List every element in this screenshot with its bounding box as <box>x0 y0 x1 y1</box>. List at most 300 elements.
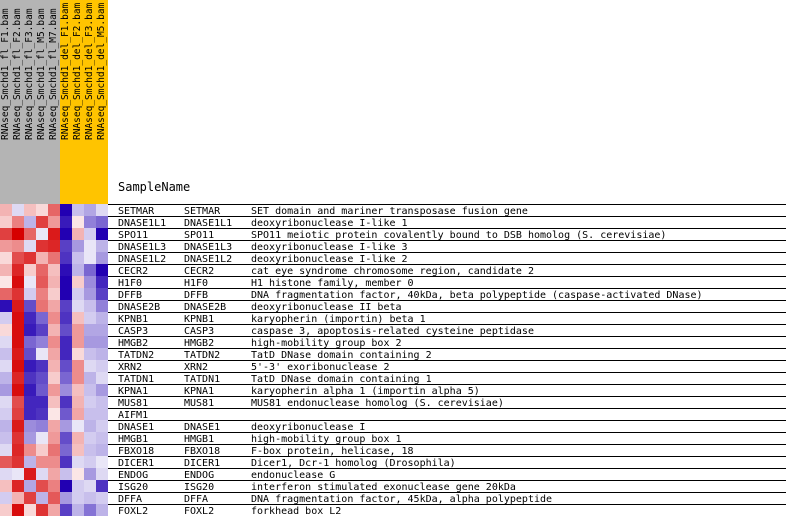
row-symbol-label: CECR2 <box>184 266 215 277</box>
heatmap-cell <box>84 360 96 372</box>
heatmap-cell <box>12 432 24 444</box>
heatmap-cell <box>60 408 72 420</box>
heatmap-cell <box>12 372 24 384</box>
row-probe-label: HMGB1 <box>118 434 149 445</box>
row-symbol-label: SETMAR <box>184 206 221 217</box>
heatmap-cell <box>84 324 96 336</box>
heatmap-cell <box>24 408 36 420</box>
row-description-label: high-mobility group box 1 <box>251 434 402 445</box>
row-symbol-label: TATDN2 <box>184 350 221 361</box>
sample-column-header <box>72 0 84 204</box>
heatmap-cell <box>12 228 24 240</box>
heatmap-cell <box>24 384 36 396</box>
heatmap-cell <box>48 300 60 312</box>
heatmap-cell <box>12 456 24 468</box>
row-probe-label: FOXL2 <box>118 506 149 517</box>
heatmap-cell <box>48 360 60 372</box>
row-probe-label: DNASE1 <box>118 422 155 433</box>
row-description-label: deoxyribonuclease I <box>251 422 366 433</box>
heatmap-cell <box>24 312 36 324</box>
heatmap-cell <box>48 408 60 420</box>
heatmap-cell <box>48 204 60 216</box>
heatmap-cell <box>36 504 48 516</box>
heatmap-cell <box>60 216 72 228</box>
heatmap-cell <box>24 492 36 504</box>
heatmap-cell <box>36 240 48 252</box>
row-probe-label: KPNB1 <box>118 314 149 325</box>
heatmap-cell <box>12 492 24 504</box>
sample-column-header <box>36 0 48 204</box>
heatmap-cell <box>72 264 84 276</box>
heatmap-cell <box>36 264 48 276</box>
row-symbol-label: DNASE1L1 <box>184 218 233 229</box>
heatmap-cell <box>60 348 72 360</box>
row-symbol-label: H1F0 <box>184 278 209 289</box>
heatmap-cell <box>48 504 60 516</box>
row-symbol-label: ISG20 <box>184 482 215 493</box>
heatmap-cell <box>96 252 108 264</box>
row-description-label: deoxyribonuclease I-like 1 <box>251 218 408 229</box>
row-probe-label: TATDN1 <box>118 374 155 385</box>
heatmap-cell <box>36 444 48 456</box>
heatmap-cell <box>84 444 96 456</box>
sample-column-name: RNAseq_Smchd1_fl_F1.bam <box>0 8 11 140</box>
samplename-label: SampleName <box>118 180 191 194</box>
heatmap-cell <box>72 372 84 384</box>
row-symbol-label: FOXL2 <box>184 506 215 517</box>
heatmap-cell <box>84 468 96 480</box>
sample-column-header <box>84 0 96 204</box>
heatmap-cell <box>84 504 96 516</box>
heatmap-cell <box>84 264 96 276</box>
row-description-label: deoxyribonuclease I-like 2 <box>251 254 408 265</box>
row-probe-label: DFFA <box>118 494 143 505</box>
heatmap-cell <box>84 396 96 408</box>
heatmap-cell <box>36 348 48 360</box>
heatmap-cell <box>12 360 24 372</box>
heatmap-cell <box>36 300 48 312</box>
heatmap-cell <box>48 276 60 288</box>
heatmap-cell <box>84 312 96 324</box>
heatmap-cell <box>0 492 12 504</box>
heatmap-cell <box>48 384 60 396</box>
heatmap-cell <box>72 408 84 420</box>
heatmap-cell <box>36 276 48 288</box>
heatmap-cell <box>24 432 36 444</box>
row-probe-label: DNASE1L1 <box>118 218 167 229</box>
heatmap-cell <box>72 480 84 492</box>
heatmap-cell <box>84 204 96 216</box>
row-probe-label: DNASE1L2 <box>118 254 167 265</box>
heatmap-cell <box>0 240 12 252</box>
row-symbol-label: KPNB1 <box>184 314 215 325</box>
sample-column-name: RNAseq_Smchd1_fl_F3.bam <box>24 8 35 140</box>
sample-column-header <box>48 0 60 204</box>
row-symbol-label: DICER1 <box>184 458 221 469</box>
heatmap-cell <box>12 276 24 288</box>
heatmap-cell <box>0 384 12 396</box>
heatmap-cell <box>48 228 60 240</box>
heatmap-cell <box>48 456 60 468</box>
heatmap-cell <box>48 372 60 384</box>
heatmap-cell <box>84 252 96 264</box>
row-symbol-label: DNASE1L3 <box>184 242 233 253</box>
row-symbol-label: DFFB <box>184 290 209 301</box>
heatmap-cell <box>60 468 72 480</box>
heatmap-cell <box>36 216 48 228</box>
heatmap-cell <box>72 504 84 516</box>
heatmap-cell <box>12 312 24 324</box>
row-probe-label: SPO11 <box>118 230 149 241</box>
heatmap-cell <box>96 480 108 492</box>
heatmap-cell <box>48 288 60 300</box>
heatmap-cell <box>36 372 48 384</box>
heatmap-cell <box>24 444 36 456</box>
heatmap-cell <box>24 216 36 228</box>
heatmap-cell <box>84 300 96 312</box>
heatmap-cell <box>36 384 48 396</box>
heatmap-cell <box>48 324 60 336</box>
sample-column-name: RNAseq_Smchd1_del_F2.bam <box>72 2 83 140</box>
heatmap-cell <box>96 204 108 216</box>
heatmap-cell <box>12 288 24 300</box>
heatmap-cell <box>0 216 12 228</box>
row-probe-label: ISG20 <box>118 482 149 493</box>
sample-column-name: RNAseq_Smchd1_del_M5.bam <box>96 2 107 140</box>
heatmap-cell <box>72 300 84 312</box>
heatmap-cell <box>24 276 36 288</box>
heatmap-cell <box>0 468 12 480</box>
heatmap-cell <box>60 288 72 300</box>
heatmap-cell <box>24 228 36 240</box>
heatmap-cell <box>12 336 24 348</box>
heatmap-cell <box>0 348 12 360</box>
heatmap-cell <box>96 240 108 252</box>
heatmap-cell <box>96 312 108 324</box>
row-description-label: TatD DNase domain containing 2 <box>251 350 432 361</box>
row-symbol-label: SPO11 <box>184 230 215 241</box>
heatmap-cell <box>60 240 72 252</box>
heatmap-cell <box>84 288 96 300</box>
heatmap-cell <box>72 252 84 264</box>
heatmap-cell <box>60 420 72 432</box>
heatmap-cell <box>12 480 24 492</box>
heatmap-cell <box>36 468 48 480</box>
row-description-label: interferon stimulated exonuclease gene 20kDa <box>251 482 516 493</box>
heatmap-cell <box>96 468 108 480</box>
heatmap-cell <box>0 276 12 288</box>
heatmap-cell <box>96 288 108 300</box>
heatmap-cell <box>36 456 48 468</box>
heatmap-cell <box>60 336 72 348</box>
heatmap-cell <box>96 456 108 468</box>
heatmap-cell <box>72 360 84 372</box>
heatmap-cell <box>0 504 12 516</box>
row-description-label: DNA fragmentation factor, 45kDa, alpha polypeptide <box>251 494 553 505</box>
heatmap-cell <box>48 468 60 480</box>
heatmap-cell <box>48 252 60 264</box>
heatmap-cell <box>60 312 72 324</box>
heatmap-cell <box>24 240 36 252</box>
row-symbol-label: XRN2 <box>184 362 209 373</box>
heatmap-cell <box>84 216 96 228</box>
heatmap-cell <box>84 348 96 360</box>
heatmap-cell <box>12 204 24 216</box>
heatmap-cell <box>72 456 84 468</box>
heatmap-cell <box>36 204 48 216</box>
row-description-label: MUS81 endonuclease homolog (S. cerevisiae) <box>251 398 504 409</box>
heatmap-cell <box>48 264 60 276</box>
heatmap-cell <box>36 396 48 408</box>
heatmap-cell <box>36 420 48 432</box>
heatmap-cell <box>72 204 84 216</box>
heatmap-cell <box>84 384 96 396</box>
heatmap-cell <box>84 492 96 504</box>
sample-column-name: RNAseq_Smchd1_fl_M7.bam <box>48 8 59 140</box>
row-probe-label: H1F0 <box>118 278 143 289</box>
heatmap-cell <box>72 324 84 336</box>
heatmap-cell <box>96 276 108 288</box>
sample-column-header <box>60 0 72 204</box>
heatmap-cell <box>12 264 24 276</box>
heatmap-cell <box>48 432 60 444</box>
heatmap-cell <box>0 432 12 444</box>
heatmap-cell <box>0 312 12 324</box>
heatmap-cell <box>96 372 108 384</box>
row-probe-label: ENDOG <box>118 470 149 481</box>
heatmap-cell <box>12 252 24 264</box>
heatmap-cell <box>36 324 48 336</box>
row-symbol-label: ENDOG <box>184 470 215 481</box>
row-description-label: forkhead box L2 <box>251 506 342 517</box>
row-description-label: endonuclease G <box>251 470 336 481</box>
row-symbol-label: DNASE1 <box>184 422 221 433</box>
row-probe-label: DNASE1L3 <box>118 242 167 253</box>
heatmap-cell <box>24 348 36 360</box>
heatmap-cell <box>24 480 36 492</box>
heatmap-cell <box>36 252 48 264</box>
row-description-label: karyopherin (importin) beta 1 <box>251 314 426 325</box>
heatmap-cell <box>72 348 84 360</box>
heatmap-cell <box>84 372 96 384</box>
heatmap-cell <box>60 300 72 312</box>
heatmap-cell <box>48 492 60 504</box>
row-symbol-label: DFFA <box>184 494 209 505</box>
sample-header <box>0 0 110 204</box>
row-symbol-label: DNASE1L2 <box>184 254 233 265</box>
heatmap-cell <box>48 420 60 432</box>
heatmap-cell <box>36 228 48 240</box>
heatmap-cell <box>60 444 72 456</box>
sample-column-header <box>24 0 36 204</box>
heatmap-cell <box>96 492 108 504</box>
heatmap-cell <box>12 396 24 408</box>
heatmap-cell <box>96 348 108 360</box>
heatmap-cell <box>96 408 108 420</box>
heatmap-cell <box>60 432 72 444</box>
heatmap-cell <box>24 336 36 348</box>
heatmap-cell <box>0 372 12 384</box>
heatmap-cell <box>24 360 36 372</box>
sample-column-name: RNAseq_Smchd1_del_F1.bam <box>60 2 71 140</box>
heatmap-cell <box>12 324 24 336</box>
sample-column-name: RNAseq_Smchd1_del_F3.bam <box>84 2 95 140</box>
heatmap-cell <box>12 468 24 480</box>
row-symbol-label: TATDN1 <box>184 374 221 385</box>
heatmap-cell <box>36 288 48 300</box>
heatmap-cell <box>0 336 12 348</box>
heatmap-cell <box>12 408 24 420</box>
heatmap-cell <box>60 204 72 216</box>
heatmap-cell <box>12 216 24 228</box>
heatmap-cell <box>48 240 60 252</box>
heatmap-cell <box>96 216 108 228</box>
heatmap-cell <box>36 480 48 492</box>
heatmap-cell <box>24 204 36 216</box>
heatmap-cell <box>72 240 84 252</box>
heatmap-cell <box>60 264 72 276</box>
row-symbol-label: HMGB2 <box>184 338 215 349</box>
heatmap-cell <box>48 216 60 228</box>
heatmap-cell <box>24 372 36 384</box>
heatmap-cell <box>84 240 96 252</box>
heatmap-cell <box>36 360 48 372</box>
heatmap-cell <box>0 204 12 216</box>
row-description-label: DNA fragmentation factor, 40kDa, beta polypeptide (caspase-activated DNase) <box>251 290 703 301</box>
heatmap-cell <box>0 324 12 336</box>
heatmap-cell <box>0 456 12 468</box>
row-probe-label: KPNA1 <box>118 386 149 397</box>
row-probe-label: XRN2 <box>118 362 143 373</box>
heatmap-cell <box>72 276 84 288</box>
row-description-label: deoxyribonuclease I-like 3 <box>251 242 408 253</box>
heatmap-cell <box>72 384 84 396</box>
heatmap-cell <box>12 420 24 432</box>
heatmap-cell <box>48 444 60 456</box>
heatmap-cell <box>84 228 96 240</box>
heatmap-cell <box>24 324 36 336</box>
heatmap-cell <box>84 480 96 492</box>
heatmap-cell <box>72 444 84 456</box>
row-probe-label: DICER1 <box>118 458 155 469</box>
heatmap-cell <box>96 444 108 456</box>
heatmap-cell <box>72 492 84 504</box>
heatmap-cell <box>12 300 24 312</box>
heatmap-cell <box>0 420 12 432</box>
heatmap-cell <box>12 384 24 396</box>
heatmap-cell <box>0 396 12 408</box>
row-description-label: H1 histone family, member 0 <box>251 278 414 289</box>
heatmap-cell <box>72 396 84 408</box>
sample-column-name: RNAseq_Smchd1_fl_M5.bam <box>36 8 47 140</box>
heatmap-cell <box>96 228 108 240</box>
heatmap-cell <box>72 432 84 444</box>
heatmap-cell <box>36 408 48 420</box>
sample-column-header <box>0 0 12 204</box>
row-description-label: high-mobility group box 2 <box>251 338 402 349</box>
row-description-label: deoxyribonuclease II beta <box>251 302 402 313</box>
row-description-label: Dicer1, Dcr-1 homolog (Drosophila) <box>251 458 456 469</box>
row-probe-label: CECR2 <box>118 266 149 277</box>
heatmap-cell <box>72 468 84 480</box>
heatmap-cell <box>60 324 72 336</box>
row-symbol-label: DNASE2B <box>184 302 227 313</box>
heatmap-cell <box>60 456 72 468</box>
heatmap-cell <box>48 312 60 324</box>
sample-column-header <box>96 0 108 204</box>
row-symbol-label: MUS81 <box>184 398 215 409</box>
heatmap-cell <box>24 252 36 264</box>
row-probe-label: DNASE2B <box>118 302 161 313</box>
heatmap-cell <box>48 336 60 348</box>
row-symbol-label: FBXO18 <box>184 446 221 457</box>
row-probe-label: TATDN2 <box>118 350 155 361</box>
heatmap-cell <box>60 228 72 240</box>
heatmap-cell <box>24 456 36 468</box>
row-symbol-label: HMGB1 <box>184 434 215 445</box>
heatmap-cell <box>96 432 108 444</box>
heatmap-cell <box>24 420 36 432</box>
heatmap-cell <box>0 228 12 240</box>
heatmap-cell <box>24 288 36 300</box>
heatmap-cell <box>24 300 36 312</box>
heatmap-cell <box>96 360 108 372</box>
heatmap-cell <box>24 468 36 480</box>
heatmap-cell <box>0 360 12 372</box>
heatmap-cell <box>0 480 12 492</box>
heatmap-cell <box>0 288 12 300</box>
sample-column-name: RNAseq_Smchd1_fl_F2.bam <box>12 8 23 140</box>
heatmap-cell <box>0 408 12 420</box>
heatmap-cell <box>84 456 96 468</box>
heatmap-cell <box>24 396 36 408</box>
row-description-label: TatD DNase domain containing 1 <box>251 374 432 385</box>
row-probe-label: SETMAR <box>118 206 155 217</box>
heatmap-cell <box>96 336 108 348</box>
heatmap-cell <box>12 240 24 252</box>
row-description-label: karyopherin alpha 1 (importin alpha 5) <box>251 386 480 397</box>
heatmap-cell <box>48 348 60 360</box>
heatmap-cell <box>72 420 84 432</box>
heatmap-cell <box>60 396 72 408</box>
heatmap-cell <box>48 480 60 492</box>
row-probe-label: CASP3 <box>118 326 149 337</box>
heatmap-cell <box>24 504 36 516</box>
heatmap-cell <box>60 372 72 384</box>
heatmap-cell <box>96 384 108 396</box>
row-probe-label: DFFB <box>118 290 143 301</box>
heatmap-cell <box>96 396 108 408</box>
heatmap-cell <box>0 264 12 276</box>
heatmap-cell <box>84 432 96 444</box>
row-symbol-label: CASP3 <box>184 326 215 337</box>
row-description-label: SPO11 meiotic protein covalently bound to DSB homolog (S. cerevisiae) <box>251 230 667 241</box>
heatmap-cell <box>12 444 24 456</box>
heatmap-cell <box>84 276 96 288</box>
heatmap-cell <box>36 312 48 324</box>
heatmap-cell <box>60 492 72 504</box>
heatmap-cell <box>96 300 108 312</box>
heatmap-cell <box>84 408 96 420</box>
heatmap-cell <box>12 504 24 516</box>
row-description-label: 5'-3' exoribonuclease 2 <box>251 362 390 373</box>
heatmap-cell <box>60 252 72 264</box>
row-description-label: caspase 3, apoptosis-related cysteine peptidase <box>251 326 534 337</box>
row-description-label: cat eye syndrome chromosome region, candidate 2 <box>251 266 534 277</box>
heatmap-cell <box>0 444 12 456</box>
row-description-label: SET domain and mariner transposase fusion gene <box>251 206 528 217</box>
heatmap-cell <box>36 336 48 348</box>
